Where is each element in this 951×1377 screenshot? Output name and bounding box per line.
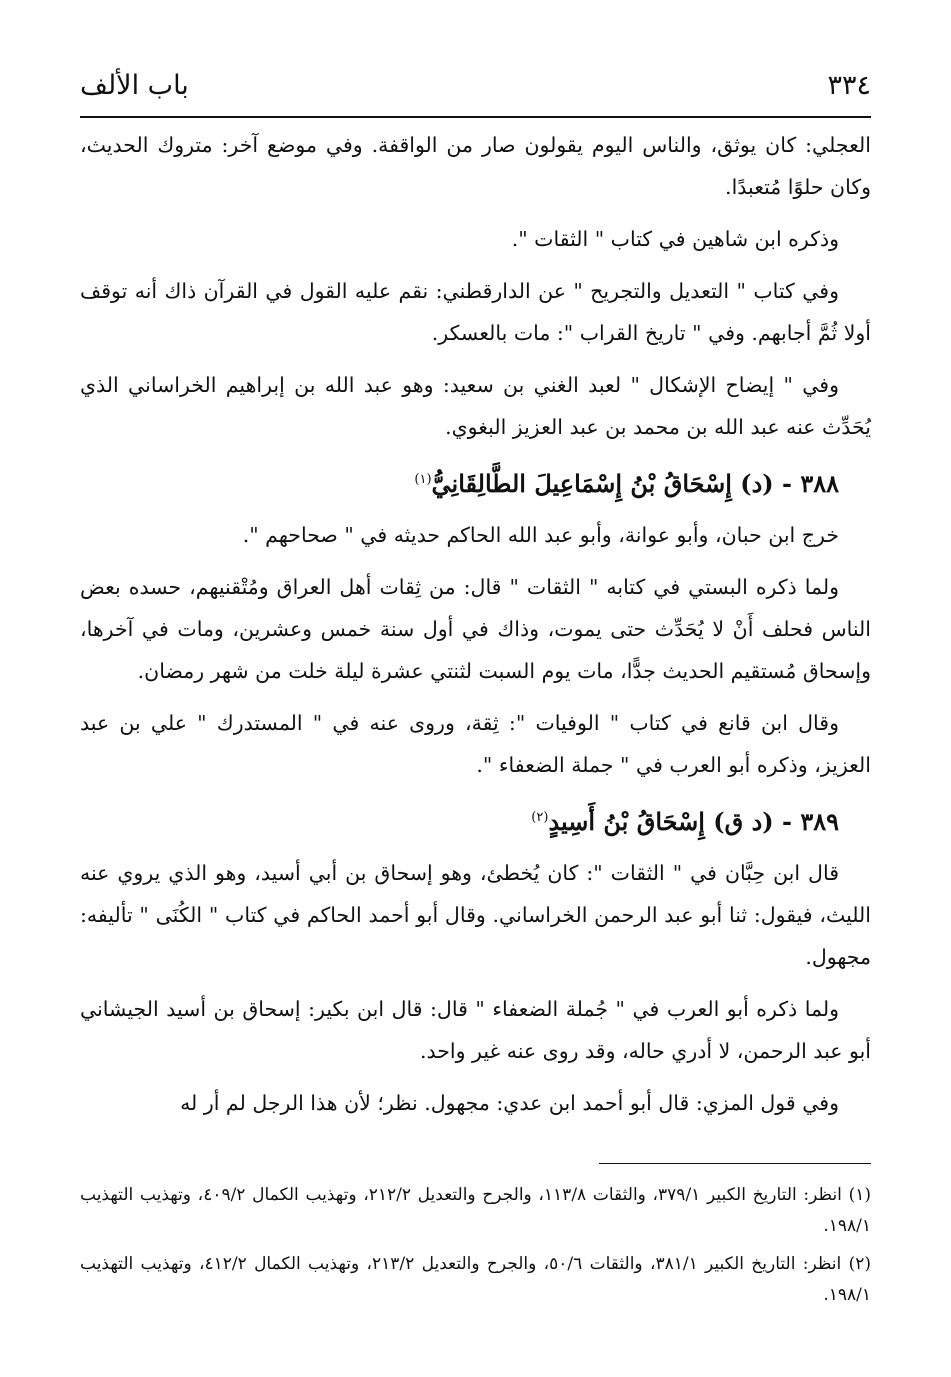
page-number: ٣٣٤: [827, 70, 871, 101]
footnote-divider: [599, 1163, 871, 1164]
footnote-1: (١) انظر: التاريخ الكبير ٣٧٩/١، والثقات ١١٣/٨، والجرح والتعديل ٢١٢/٢، وتهذيب الكمال ٤٠٩/٢، وتهذيب التهذيب ١٩٨/١.: [80, 1185, 871, 1236]
entry-heading-text: ٣٨٨ - (د) إِسْحَاقُ بْنُ إِسْمَاعِيلَ الطَّالِقَانِيُّ: [431, 469, 839, 498]
paragraph: وذكره ابن شاهين في كتاب " الثقات ".: [511, 227, 839, 251]
paragraph: وفي كتاب " التعديل والتجريح " عن الدارقطني: نقم عليه القول في القرآن ذاك أنه توقف أولا ثُمَّ أجابهم. وفي " تاريخ القراب ": مات بالعسكر.: [80, 279, 871, 345]
paragraph: ولما ذكره أبو العرب في " جُملة الضعفاء " قال: قال ابن بكير: إسحاق بن أسيد الجيشاني أبو عبد الرحمن، لا أدري حاله، وقد روى عنه غير واحد.: [80, 997, 871, 1063]
header-divider: [80, 116, 871, 118]
entry-heading-388: [80, 458, 871, 506]
main-text: [80, 124, 871, 1134]
footnotes: [80, 1180, 871, 1318]
chapter-title: باب الألف: [80, 70, 189, 101]
paragraph: وقال ابن قانع في كتاب " الوفيات ": ثِقة، وروى عنه في " المستدرك " علي بن عبد العزيز، وذكره أبو العرب في " جملة الضعفاء ".: [80, 711, 871, 777]
paragraph: ولما ذكره البستي في كتابه " الثقات " قال: من ثِقات أهل العراق ومُتْقنيهم، حسده بعض الناس فحلف أَنْ لا يُحَدِّث حتى يموت، وذاك في أول سنة خمس وعشرين، ومات في آخرها، وإسحاق مُستقيم الحديث جدًّا، مات يوم السبت لثنتي عشرة ليلة خلت من شهر رمضان.: [80, 575, 871, 683]
footnote-2: (٢) انظر: التاريخ الكبير ٣٨١/١، والثقات ٥٠/٦، والجرح والتعديل ٢١٣/٢، وتهذيب الكمال ٤١٢/٢، وتهذيب التهذيب ١٩٨/١.: [80, 1254, 871, 1305]
paragraph: وفي " إيضاح الإشكال " لعبد الغني بن سعيد: وهو عبد الله بن إبراهيم الخراساني الذي يُحَدِّث عنه عبد الله بن محمد بن عبد العزيز البغوي.: [80, 373, 871, 439]
footnote-reference[interactable]: (١): [414, 472, 432, 487]
paragraph: خرج ابن حبان، وأبو عوانة، وأبو عبد الله الحاكم حديثه في " صحاحهم ".: [242, 523, 839, 547]
footnote-reference[interactable]: (٢): [531, 810, 549, 825]
paragraph: العجلي: كان يوثق، والناس اليوم يقولون صار من الواقفة. وفي موضع آخر: متروك الحديث، وكان حلوًا مُتعبدًا.: [80, 133, 871, 199]
page-header: [80, 66, 871, 106]
entry-heading-389: [80, 796, 871, 844]
entry-heading-text: ٣٨٩ - (د ق) إِسْحَاقُ بْنُ أَسِيدٍ: [548, 807, 839, 836]
paragraph: قال ابن حِبَّان في " الثقات ": كان يُخطئ، وهو إسحاق بن أبي أسيد، وهو الذي يروي عنه الليث، فيقول: ثنا أبو عبد الرحمن الخراساني. وقال أبو أحمد الحاكم في كتاب " الكُنَى " تأليفه: مجهول.: [80, 861, 871, 969]
paragraph: وفي قول المزي: قال أبو أحمد ابن عدي: مجهول. نظر؛ لأن هذا الرجل لم أر له: [180, 1091, 839, 1115]
